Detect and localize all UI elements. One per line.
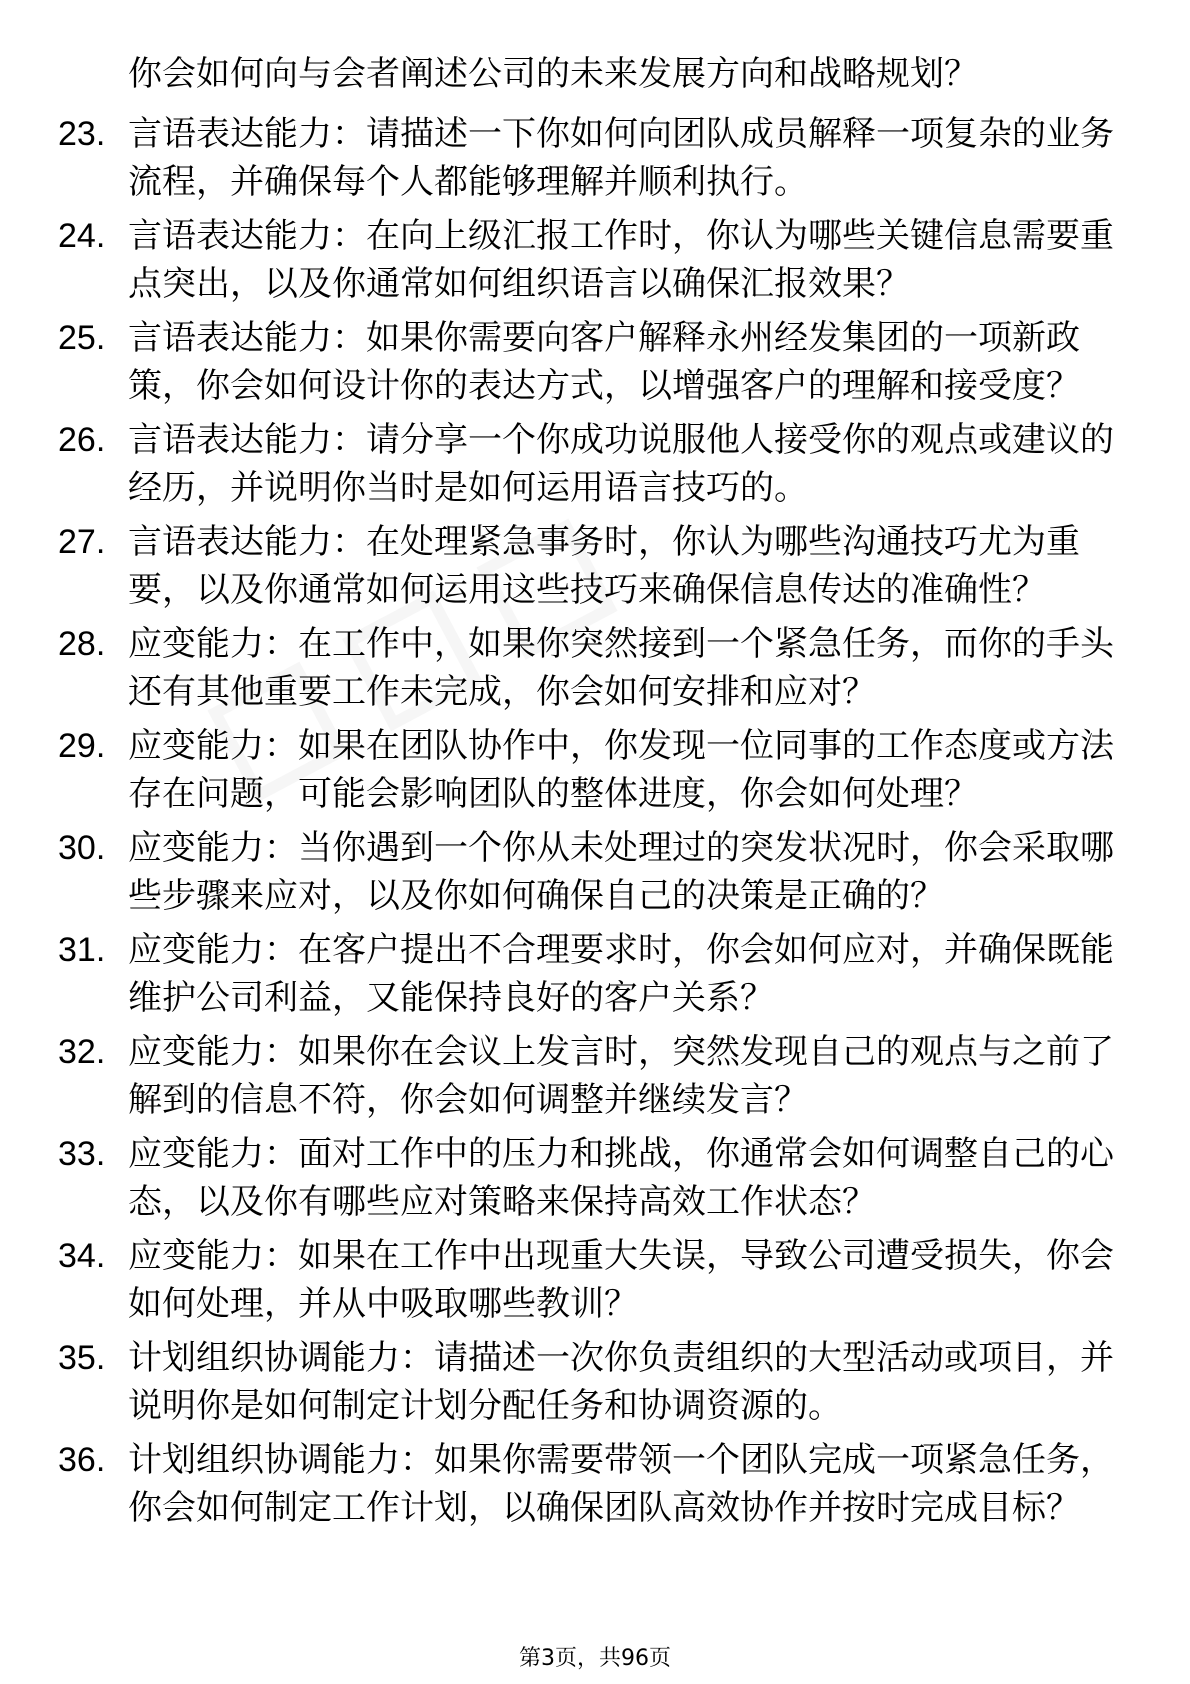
question-item (50, 416, 1120, 512)
question-item (50, 518, 1120, 614)
question-list (50, 110, 1120, 1538)
question-text: 应变能力：如果在团队协作中，你发现一位同事的工作态度或方法存在问题，可能会影响团队的整体进度，你会如何处理？ (128, 726, 1114, 814)
question-text: 应变能力：在工作中，如果你突然接到一个紧急任务，而你的手头还有其他重要工作未完成，你会如何安排和应对？ (128, 624, 1114, 712)
question-text: 言语表达能力：请描述一下你如何向团队成员解释一项复杂的业务流程，并确保每个人都能够理解并顺利执行。 (128, 114, 1114, 202)
question-number: 27. (58, 523, 106, 561)
question-item (50, 110, 1120, 206)
question-text: 计划组织协调能力：如果你需要带领一个团队完成一项紧急任务，你会如何制定工作计划，以确保团队高效协作并按时完成目标？ (128, 1440, 1114, 1528)
question-item (50, 212, 1120, 308)
question-item (50, 1130, 1120, 1226)
question-text: 应变能力：如果在工作中出现重大失误，导致公司遭受损失，你会如何处理，并从中吸取哪些教训？ (128, 1236, 1114, 1324)
question-text: 言语表达能力：在处理紧急事务时，你认为哪些沟通技巧尤为重要，以及你通常如何运用这些技巧来确保信息传达的准确性？ (128, 522, 1080, 610)
question-number: 35. (58, 1339, 106, 1377)
question-item (50, 722, 1120, 818)
question-number: 36. (58, 1441, 106, 1479)
page-footer: 第3页，共96页 (519, 1646, 671, 1671)
question-item (50, 1028, 1120, 1124)
question-number: 32. (58, 1033, 106, 1071)
question-number: 33. (58, 1135, 106, 1173)
question-number: 23. (58, 115, 106, 153)
question-text: 言语表达能力：在向上级汇报工作时，你认为哪些关键信息需要重点突出，以及你通常如何组织语言以确保汇报效果？ (128, 216, 1114, 304)
question-item (50, 620, 1120, 716)
question-number: 30. (58, 829, 106, 867)
question-number: 25. (58, 319, 106, 357)
question-text: 言语表达能力：如果你需要向客户解释永州经发集团的一项新政策，你会如何设计你的表达方式，以增强客户的理解和接受度？ (128, 318, 1080, 406)
question-text: 应变能力：当你遇到一个你从未处理过的突发状况时，你会采取哪些步骤来应对，以及你如何确保自己的决策是正确的？ (128, 828, 1114, 916)
question-number: 29. (58, 727, 106, 765)
question-text: 计划组织协调能力：请描述一次你负责组织的大型活动或项目，并说明你是如何制定计划分配任务和协调资源的。 (128, 1338, 1114, 1426)
question-item (50, 824, 1120, 920)
question-number: 28. (58, 625, 106, 663)
question-text: 言语表达能力：请分享一个你成功说服他人接受你的观点或建议的经历，并说明你当时是如何运用语言技巧的。 (128, 420, 1114, 508)
question-number: 34. (58, 1237, 106, 1275)
continuation-text: 你会如何向与会者阐述公司的未来发展方向和战略规划？ (128, 54, 978, 94)
question-text: 应变能力：如果你在会议上发言时，突然发现自己的观点与之前了解到的信息不符，你会如何调整并继续发言？ (128, 1032, 1114, 1120)
question-number: 24. (58, 217, 106, 255)
question-item (50, 1334, 1120, 1430)
question-number: 26. (58, 421, 106, 459)
question-item (50, 1232, 1120, 1328)
question-text: 应变能力：在客户提出不合理要求时，你会如何应对，并确保既能维护公司利益，又能保持良好的客户关系？ (128, 930, 1114, 1018)
question-item (50, 314, 1120, 410)
question-item (50, 1436, 1120, 1532)
question-number: 31. (58, 931, 106, 969)
question-text: 应变能力：面对工作中的压力和挑战，你通常会如何调整自己的心态，以及你有哪些应对策略来保持高效工作状态？ (128, 1134, 1114, 1222)
question-item (50, 926, 1120, 1022)
